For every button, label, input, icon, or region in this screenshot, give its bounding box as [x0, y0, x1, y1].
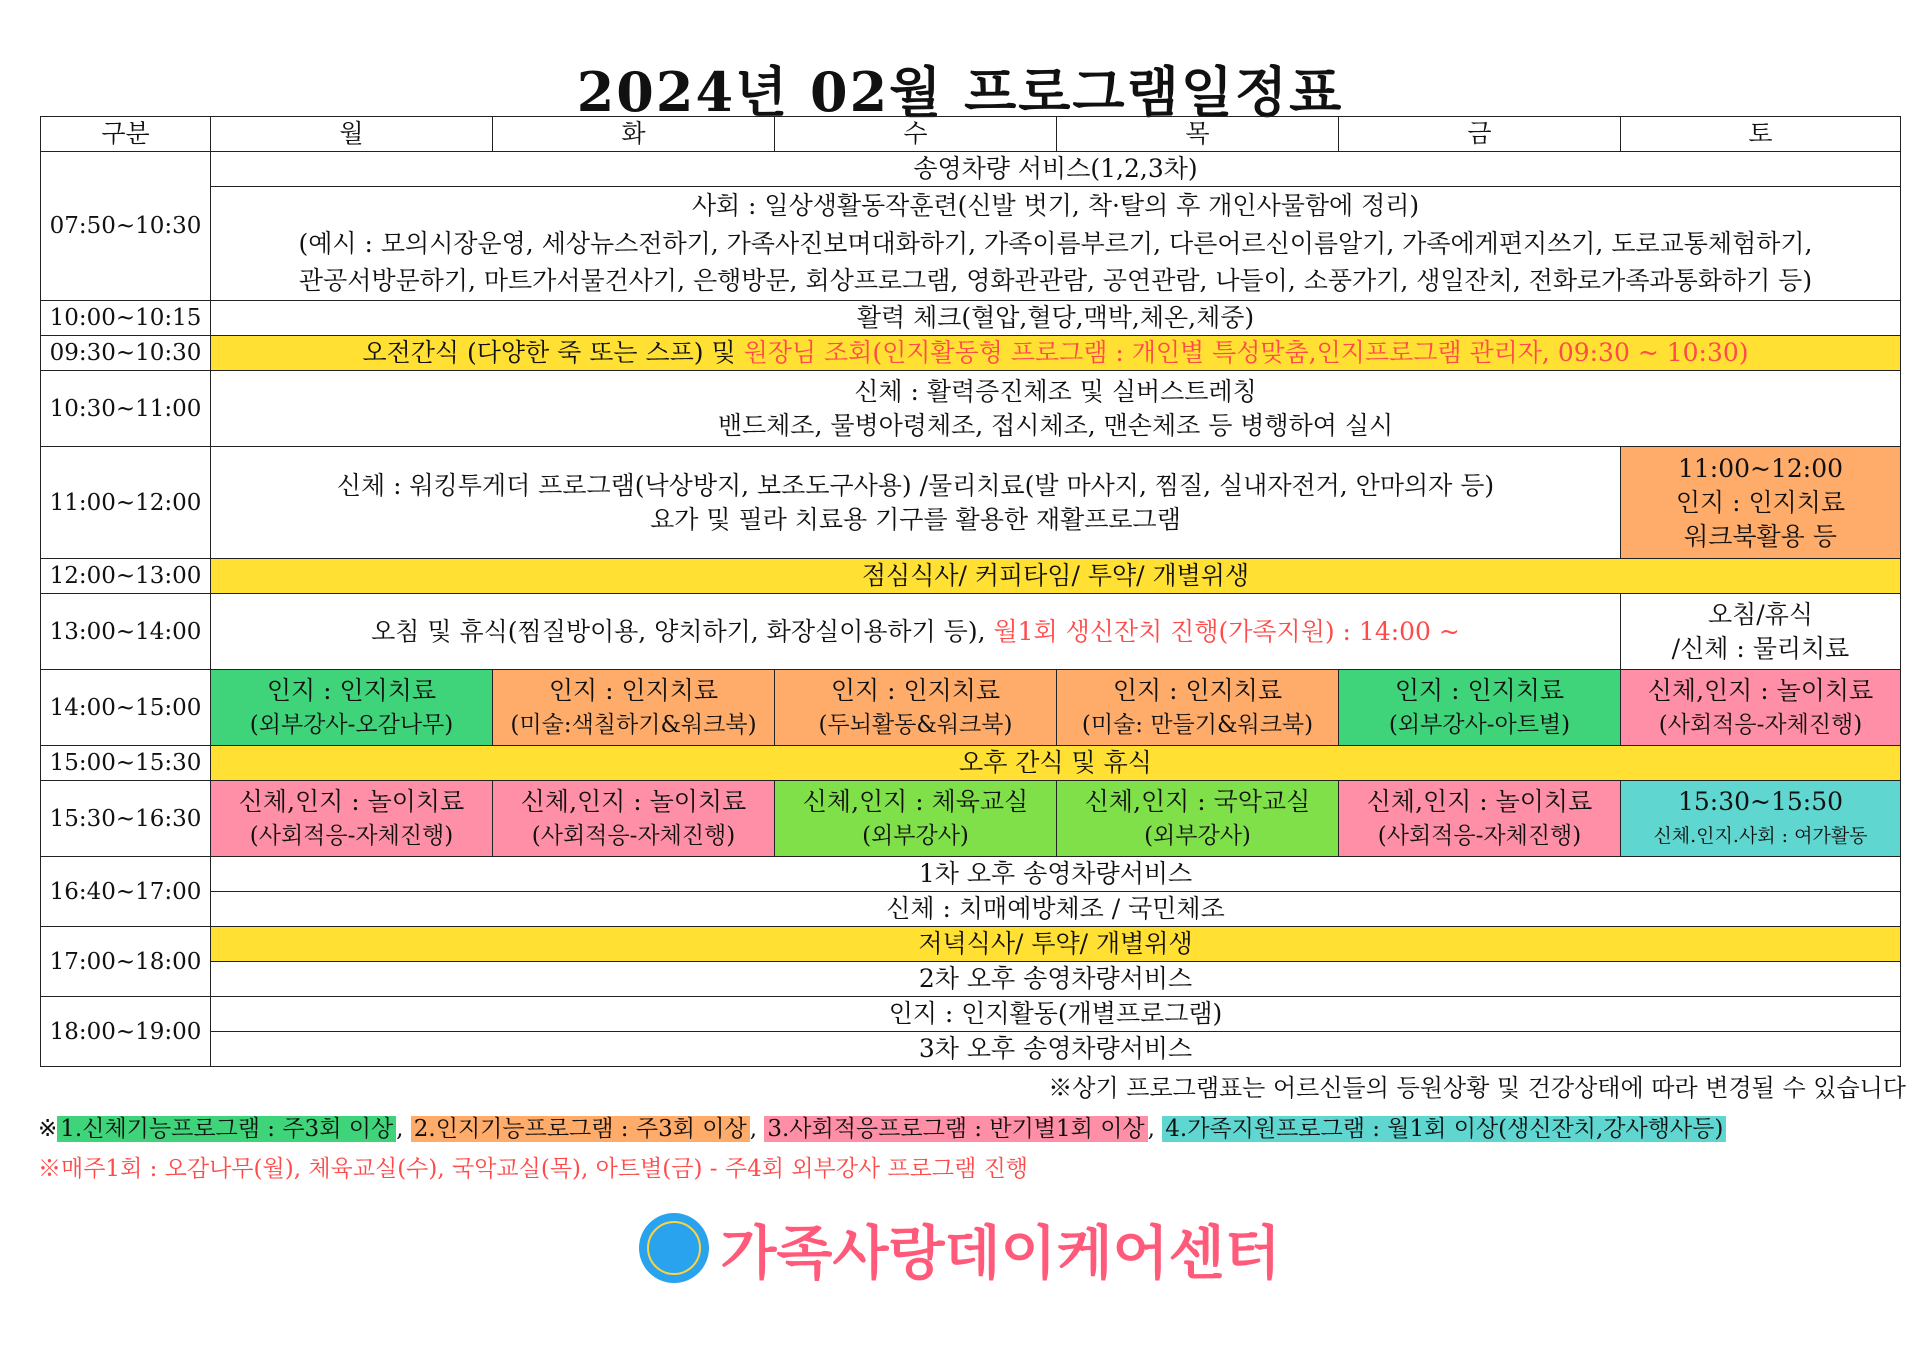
- activity-cell: 점심식사/ 커피타임/ 투약/ 개별위생: [211, 559, 1901, 594]
- activity-cell: 사회 : 일상생활동작훈련(신발 벗기, 착·탈의 후 개인사물함에 정리): [211, 187, 1901, 225]
- activity-cell: 활력 체크(혈압,혈당,맥박,체온,체중): [211, 301, 1901, 336]
- header-thu: 목: [1057, 117, 1339, 152]
- saturday-cell: [1621, 447, 1901, 559]
- table-row: [41, 559, 1901, 594]
- table-row: [41, 746, 1901, 781]
- activity-cell: (예시 : 모의시장운영, 세상뉴스전하기, 가족사진보며대화하기, 가족이름부르기, 다른어르신이름알기, 가족에게편지쓰기, 도로교통체험하기,: [211, 225, 1901, 263]
- time-cell: 15:00~15:30: [41, 746, 211, 781]
- program-title: 신체,인지 : 체육교실: [802, 786, 1029, 816]
- program-cell-wed: [775, 781, 1057, 857]
- header-tue: 화: [493, 117, 775, 152]
- time-cell: 17:00~18:00: [41, 927, 211, 997]
- program-title: 인지 : 인지치료: [1394, 675, 1565, 705]
- program-cell-wed: [775, 670, 1057, 746]
- program-title: 신체,인지 : 국악교실: [1084, 786, 1311, 816]
- activity-cell: 송영차량 서비스(1,2,3차): [211, 152, 1901, 187]
- activity-line: 신체 : 워킹투게더 프로그램(낙상방지, 보조도구사용) /물리치료(발 마사지, 찜질, 실내자전거, 안마의자 등): [336, 470, 1495, 500]
- activity-line: 11:00~12:00: [1677, 453, 1844, 483]
- table-row: [41, 927, 1901, 962]
- program-cell-fri: [1339, 781, 1621, 857]
- program-title: 인지 : 인지치료: [548, 675, 719, 705]
- activity-line: 인지 : 인지치료: [1675, 487, 1846, 517]
- activity-text: 오침 및 휴식(찜질방이용, 양치하기, 화장실이용하기 등),: [371, 616, 986, 646]
- program-sub: (외부강사): [1144, 822, 1251, 849]
- program-title: 신체,인지 : 놀이치료: [520, 786, 747, 816]
- program-title: 15:30~15:50: [1677, 786, 1844, 816]
- table-row: [41, 962, 1901, 997]
- table-row: [41, 152, 1901, 187]
- activity-cell: [211, 594, 1621, 670]
- program-cell-fri: [1339, 670, 1621, 746]
- legend-social: 3.사회적응프로그램 : 반기별1회 이상: [764, 1116, 1147, 1142]
- activity-line: 신체 : 활력증진체조 및 실버스트레칭: [854, 376, 1257, 406]
- table-row: [41, 301, 1901, 336]
- activity-cell: 저녁식사/ 투약/ 개별위생: [211, 927, 1901, 962]
- legend-family: 4.가족지원프로그램 : 월1회 이상(생신잔치,강사행사등): [1162, 1116, 1726, 1142]
- program-cell-mon: [211, 781, 493, 857]
- program-sub: (사회적응-자체진행): [1658, 711, 1863, 738]
- activity-cell: [211, 336, 1901, 371]
- saturday-cell: [1621, 594, 1901, 670]
- program-cell-thu: [1057, 670, 1339, 746]
- program-title: 신체,인지 : 놀이치료: [238, 786, 465, 816]
- time-cell: 18:00~19:00: [41, 997, 211, 1067]
- table-row: [41, 857, 1901, 892]
- program-sub: (외부강사-오감나무): [249, 711, 454, 738]
- table-row: [41, 997, 1901, 1032]
- header-wed: 수: [775, 117, 1057, 152]
- program-legend: [38, 1110, 1726, 1143]
- program-sub: (외부강사): [862, 822, 969, 849]
- program-sub: (사회적응-자체진행): [249, 822, 454, 849]
- table-row: [41, 447, 1901, 559]
- time-cell: 15:30~16:30: [41, 781, 211, 857]
- activity-highlight: 월1회 생신잔치 진행(가족지원) : 14:00 ~: [993, 616, 1460, 646]
- activity-cell: 3차 오후 송영차량서비스: [211, 1032, 1901, 1067]
- table-row: [41, 892, 1901, 927]
- program-cell-mon: [211, 670, 493, 746]
- table-row: [41, 263, 1901, 301]
- time-cell: 13:00~14:00: [41, 594, 211, 670]
- page-title: 2024년 02월 프로그램일정표: [576, 60, 1344, 124]
- program-cell-tue: [493, 781, 775, 857]
- activity-line: 워크북활용 등: [1684, 521, 1837, 551]
- legend-separator: ,: [749, 1116, 757, 1142]
- activity-cell: [211, 447, 1621, 559]
- header-fri: 금: [1339, 117, 1621, 152]
- program-title: 인지 : 인지치료: [266, 675, 437, 705]
- time-cell: 07:50~10:30: [41, 152, 211, 301]
- table-row: [41, 594, 1901, 670]
- table-row: [41, 225, 1901, 263]
- program-sub: (사회적응-자체진행): [1377, 822, 1582, 849]
- weekly-external-programs: ※매주1회 : 오감나무(월), 체육교실(수), 국악교실(목), 아트별(금) - 주4회 외부강사 프로그램 진행: [38, 1156, 1029, 1182]
- program-title: 신체,인지 : 놀이치료: [1647, 675, 1874, 705]
- activity-cell: [211, 371, 1901, 447]
- legend-prefix: ※: [38, 1116, 58, 1142]
- time-cell: 14:00~15:00: [41, 670, 211, 746]
- center-name: 가족사랑데이케어센터: [720, 1219, 1281, 1287]
- program-sub: (외부강사-아트별): [1388, 711, 1571, 738]
- table-row: [41, 371, 1901, 447]
- table-row: [41, 670, 1901, 746]
- program-cell-sat: [1621, 781, 1901, 857]
- activity-cell: 관공서방문하기, 마트가서물건사기, 은행방문, 회상프로그램, 영화관관람, 공연관람, 나들이, 소풍가기, 생일잔치, 전화로가족과통화하기 등): [211, 263, 1901, 301]
- program-sub: (사회적응-자체진행): [531, 822, 736, 849]
- activity-cell: 1차 오후 송영차량서비스: [211, 857, 1901, 892]
- center-logo: [0, 1206, 1920, 1290]
- activity-cell: 오후 간식 및 휴식: [211, 746, 1901, 781]
- activity-text: 오전간식 (다양한 죽 또는 스프) 및: [362, 338, 736, 367]
- table-row: [41, 187, 1901, 225]
- activity-cell: 2차 오후 송영차량서비스: [211, 962, 1901, 997]
- program-cell-thu: [1057, 781, 1339, 857]
- program-cell-tue: [493, 670, 775, 746]
- header-sat: 토: [1621, 117, 1901, 152]
- time-cell: 16:40~17:00: [41, 857, 211, 927]
- activity-cell: 신체 : 치매예방체조 / 국민체조: [211, 892, 1901, 927]
- header-mon: 월: [211, 117, 493, 152]
- program-title: 신체,인지 : 놀이치료: [1366, 786, 1593, 816]
- program-sub: (미술:색칠하기&워크북): [510, 711, 757, 738]
- header-category: 구분: [41, 117, 211, 152]
- activity-line: 요가 및 필라 치료용 기구를 활용한 재활프로그램: [650, 504, 1181, 534]
- activity-line: 밴드체조, 물병아령체조, 접시체조, 맨손체조 등 병행하여 실시: [717, 410, 1394, 440]
- time-cell: 10:00~10:15: [41, 301, 211, 336]
- table-row: [41, 336, 1901, 371]
- program-sub: 신체.인지.사회 : 여가활동: [1653, 824, 1868, 847]
- table-row: [41, 1032, 1901, 1067]
- legend-cognitive: 2.인지기능프로그램 : 주3회 이상: [411, 1116, 750, 1142]
- legend-separator: ,: [396, 1116, 404, 1142]
- program-title: 인지 : 인지치료: [830, 675, 1001, 705]
- change-notice: ※상기 프로그램표는 어르신들의 등원상황 및 건강상태에 따라 변경될 수 있습니다: [1048, 1074, 1906, 1102]
- activity-highlight: 원장님 조회(인지활동형 프로그램 : 개인별 특성맞춤,인지프로그램 관리자, 09:30 ~ 10:30): [743, 338, 1749, 367]
- time-cell: 11:00~12:00: [41, 447, 211, 559]
- legend-separator: ,: [1147, 1116, 1155, 1142]
- activity-line: /신체 : 물리치료: [1671, 633, 1850, 663]
- program-cell-sat: [1621, 670, 1901, 746]
- activity-line: 오침/휴식: [1707, 599, 1814, 629]
- program-title: 인지 : 인지치료: [1112, 675, 1283, 705]
- table-row: [41, 781, 1901, 857]
- time-cell: 09:30~10:30: [41, 336, 211, 371]
- legend-physical: 1.신체기능프로그램 : 주3회 이상: [57, 1116, 396, 1142]
- program-sub: (두뇌활동&워크북): [818, 711, 1013, 738]
- activity-cell: 인지 : 인지활동(개별프로그램): [211, 997, 1901, 1032]
- time-cell: 12:00~13:00: [41, 559, 211, 594]
- time-cell: 10:30~11:00: [41, 371, 211, 447]
- program-sub: (미술: 만들기&워크북): [1081, 711, 1314, 738]
- family-circle-icon: [639, 1213, 709, 1283]
- schedule-table: [40, 116, 1901, 1067]
- header-row: [41, 117, 1901, 152]
